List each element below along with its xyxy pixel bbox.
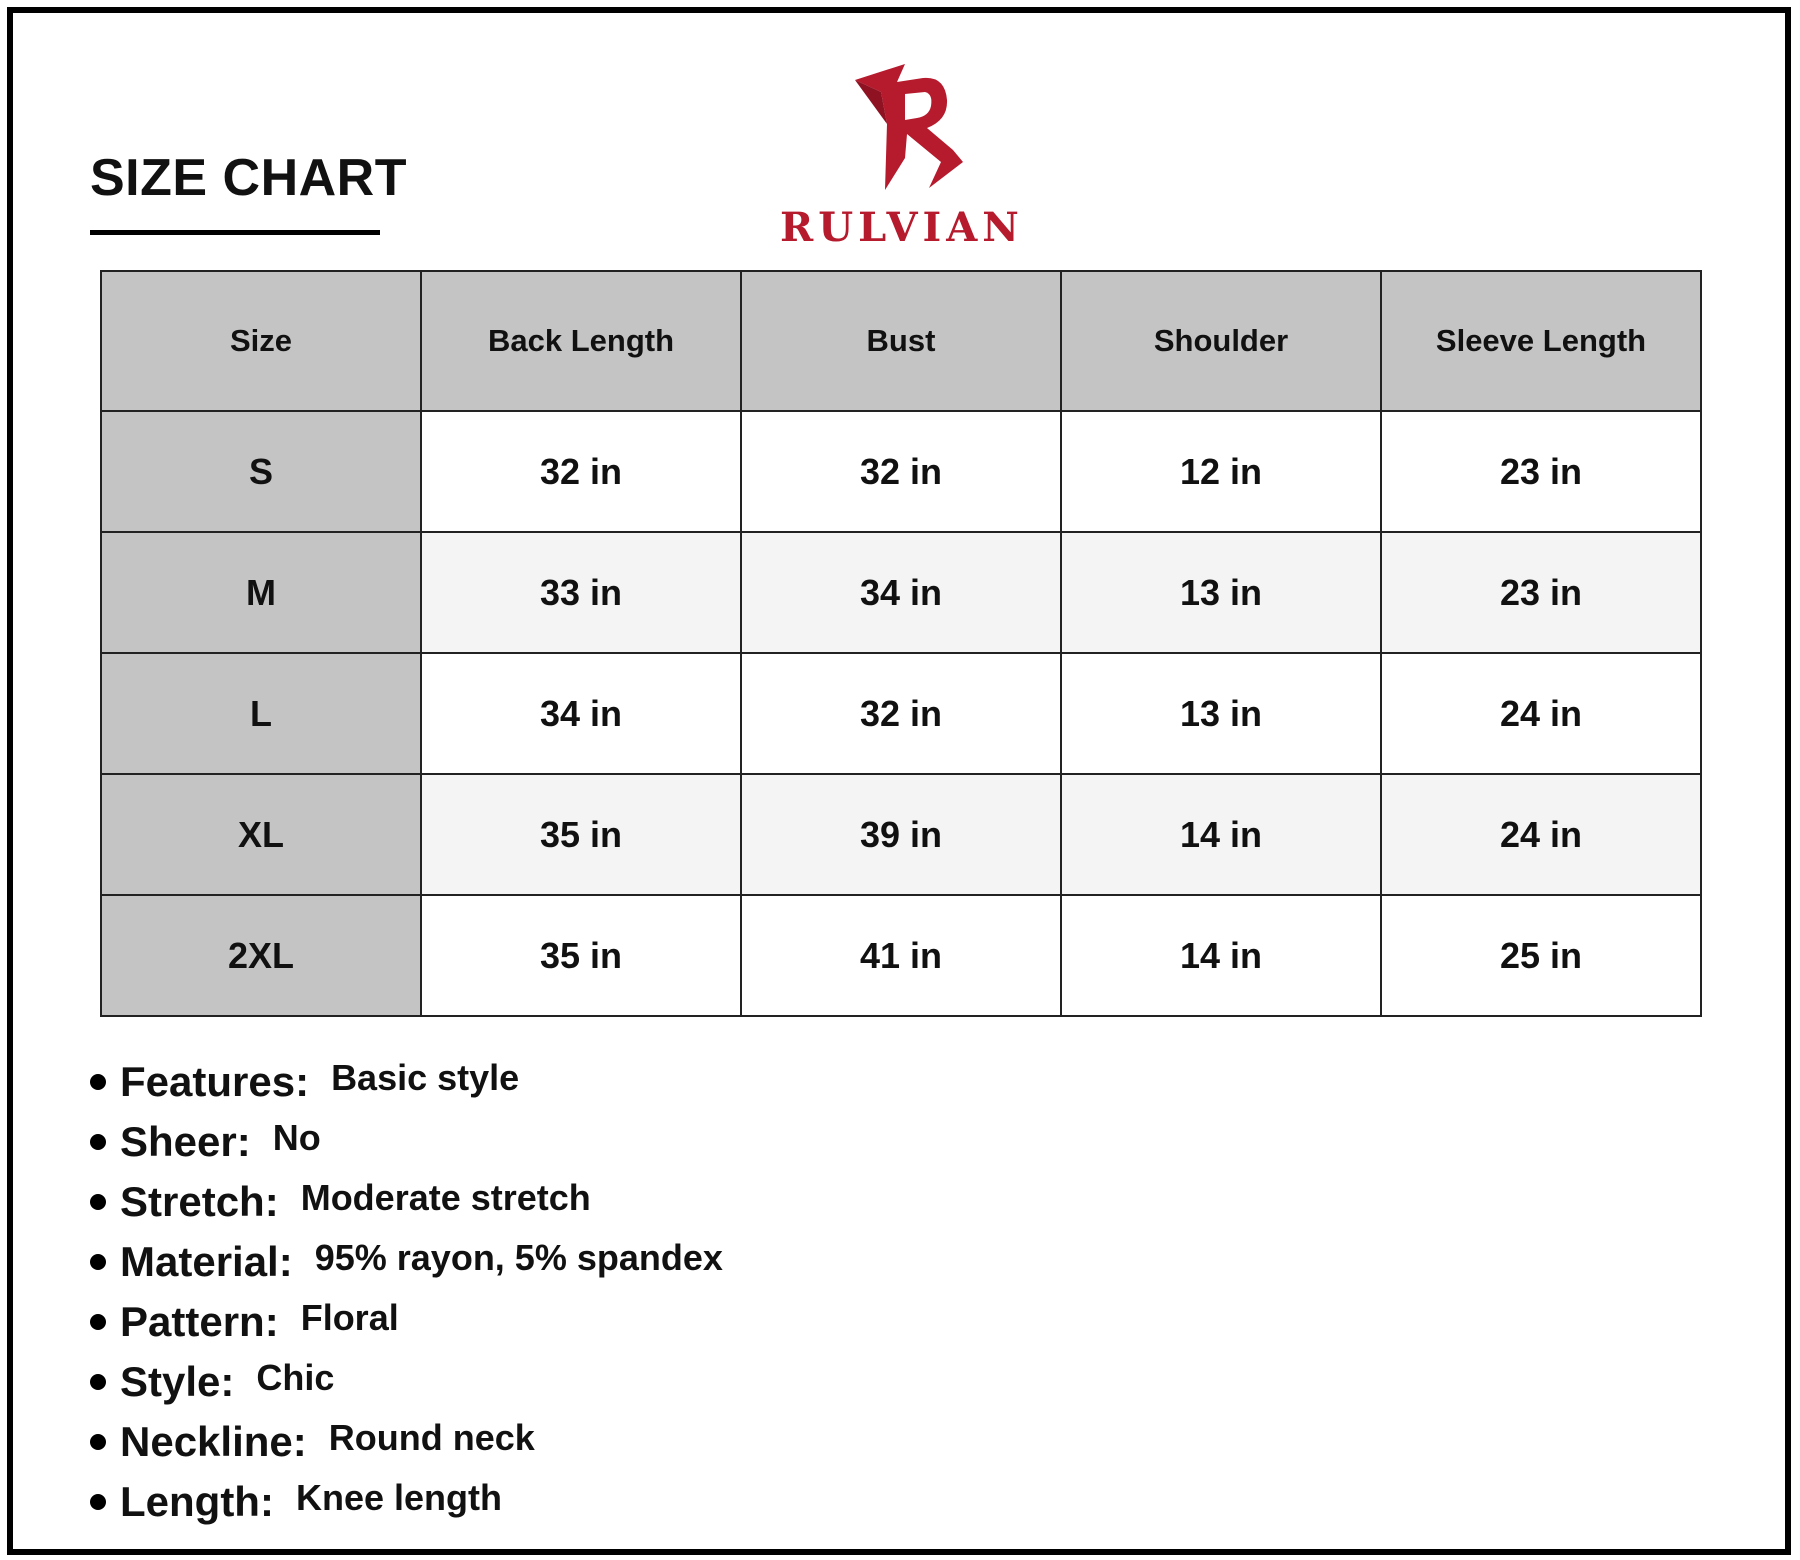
list-item [90,1358,723,1418]
header-size: Size [101,271,421,411]
size-cell: 2XL [101,895,421,1016]
bullet-icon [90,1434,106,1450]
list-item [90,1238,723,1298]
bullet-icon [90,1194,106,1210]
list-item [90,1058,723,1118]
back-length-cell: 32 in [421,411,741,532]
header-back-length: Back Length [421,271,741,411]
sleeve-length-cell: 23 in [1381,532,1701,653]
brand-r-monogram-icon [845,62,965,197]
spec-value: Chic [256,1357,335,1398]
shoulder-cell: 13 in [1061,653,1381,774]
spec-value: Knee length [295,1477,502,1518]
spec-label: Features: [120,1058,310,1105]
list-item [90,1178,723,1238]
sleeve-length-cell: 24 in [1381,653,1701,774]
size-cell: M [101,532,421,653]
spec-label: Stretch: [120,1178,279,1225]
spec-value: Basic style [331,1057,520,1098]
back-length-cell: 33 in [421,532,741,653]
size-cell: L [101,653,421,774]
spec-label: Sheer: [120,1118,251,1165]
spec-label: Neckline: [120,1418,307,1465]
bullet-icon [90,1314,106,1330]
bust-cell: 41 in [741,895,1061,1016]
back-length-cell: 34 in [421,653,741,774]
shoulder-cell: 13 in [1061,532,1381,653]
table-row [101,774,1701,895]
bullet-icon [90,1374,106,1390]
back-length-cell: 35 in [421,774,741,895]
list-item [90,1478,723,1538]
table-header-row [101,271,1701,411]
spec-label: Length: [120,1478,274,1525]
list-item [90,1118,723,1178]
page-title: SIZE CHART [90,149,407,207]
bullet-icon [90,1254,106,1270]
bust-cell: 39 in [741,774,1061,895]
size-table [100,270,1702,1017]
size-cell: S [101,411,421,532]
spec-value: 95% rayon, 5% spandex [314,1237,723,1278]
spec-value: No [272,1117,321,1158]
table-row [101,895,1701,1016]
header-sleeve-length: Sleeve Length [1381,271,1701,411]
spec-label: Pattern: [120,1298,279,1345]
title-underline [90,230,380,235]
header-shoulder: Shoulder [1061,271,1381,411]
spec-value: Floral [300,1297,399,1338]
sleeve-length-cell: 25 in [1381,895,1701,1016]
shoulder-cell: 12 in [1061,411,1381,532]
product-specs-list [90,1058,723,1538]
bullet-icon [90,1494,106,1510]
sleeve-length-cell: 24 in [1381,774,1701,895]
table-row [101,653,1701,774]
table-row [101,532,1701,653]
bullet-icon [90,1074,106,1090]
back-length-cell: 35 in [421,895,741,1016]
header-bust: Bust [741,271,1061,411]
sleeve-length-cell: 23 in [1381,411,1701,532]
shoulder-cell: 14 in [1061,895,1381,1016]
table-row [101,411,1701,532]
bust-cell: 34 in [741,532,1061,653]
list-item [90,1418,723,1478]
spec-label: Material: [120,1238,293,1285]
brand-wordmark: RULVIAN [780,204,1024,251]
bust-cell: 32 in [741,653,1061,774]
brand-logo [780,62,1024,251]
list-item [90,1298,723,1358]
size-cell: XL [101,774,421,895]
spec-label: Style: [120,1358,235,1405]
bust-cell: 32 in [741,411,1061,532]
bullet-icon [90,1134,106,1150]
shoulder-cell: 14 in [1061,774,1381,895]
spec-value: Moderate stretch [300,1177,591,1218]
spec-value: Round neck [328,1417,535,1458]
